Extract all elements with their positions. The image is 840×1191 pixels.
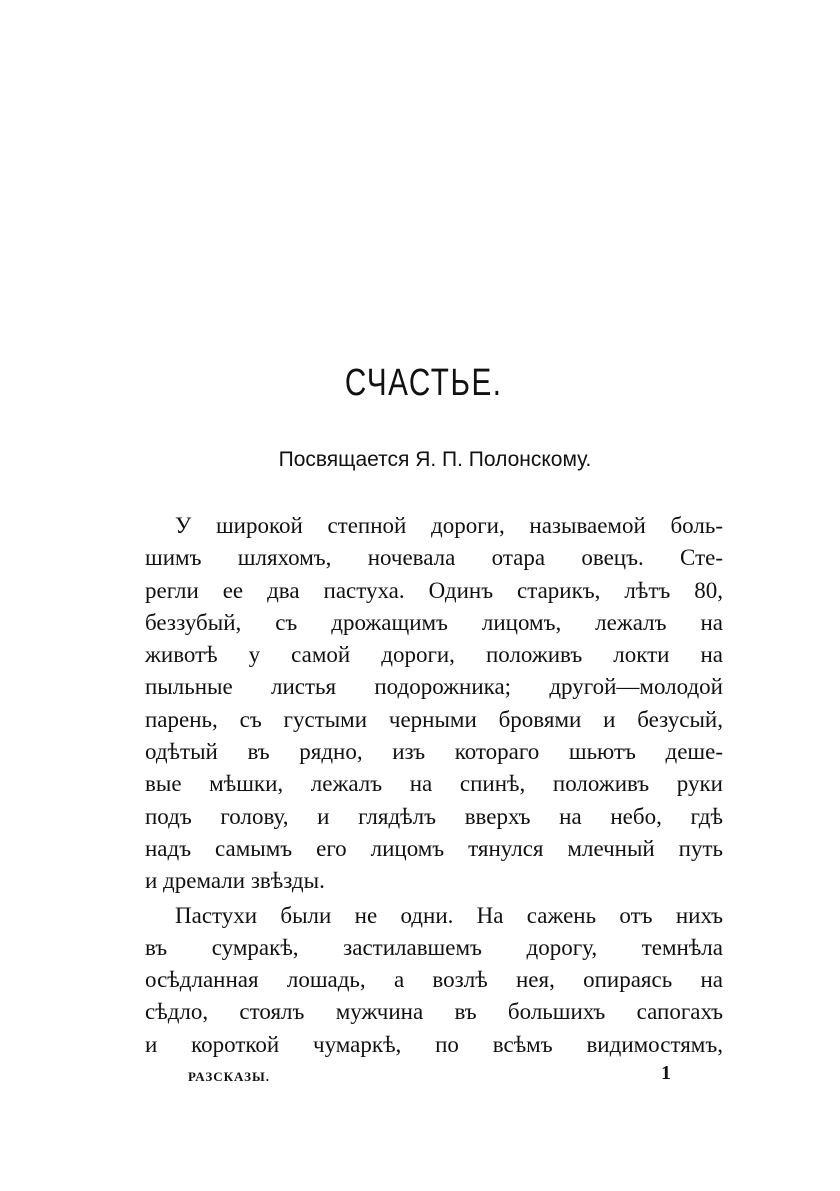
signature-mark: РАЗСКАЗЫ.: [188, 1069, 270, 1084]
text-line: животѣ у самой дороги, положивъ локти на: [145, 642, 723, 668]
text-line: шимъ шляхомъ, ночевала отара овецъ. Сте-: [145, 545, 723, 571]
body-text: [145, 510, 723, 1061]
chapter-title: СЧАСТЬЕ.: [344, 362, 503, 404]
text-line: и дремали звѣзды.: [145, 868, 325, 894]
text-line: подъ голову, и глядѣлъ вверхъ на небо, гдѣ: [145, 803, 723, 829]
text-line: и короткой чумаркѣ, по всѣмъ видимостямъ,: [145, 1031, 723, 1057]
text-line: одѣтый въ рядно, изъ котораго шьютъ деше-: [145, 739, 723, 765]
dedication: Посвящается Я. П. Полонскому.: [278, 448, 592, 471]
page-number: 1: [661, 1062, 671, 1084]
text-line: беззубый, съ дрожащимъ лицомъ, лежалъ на: [145, 609, 723, 635]
text-line: пыльные листья подорожника; другой—молодой: [145, 674, 723, 700]
text-line: У широкой степной дороги, называемой боль-: [175, 513, 723, 538]
text-line: надъ самымъ его лицомъ тянулся млечный путь: [145, 835, 723, 861]
text-line: парень, съ густыми черными бровями и безусый,: [145, 706, 723, 732]
text-line: вые мѣшки, лежалъ на спинѣ, положивъ руки: [145, 771, 723, 797]
text-line: осѣдланная лошадь, а возлѣ нея, опираясь на: [145, 967, 723, 993]
paragraph-2: [145, 900, 723, 1061]
text-line: въ сумракѣ, застилавшемъ дорогу, темнѣла: [145, 934, 723, 960]
text-line: Пастухи были не одни. На сажень отъ нихъ: [175, 902, 723, 928]
paragraph-1: [145, 510, 723, 898]
text-line: сѣдло, стоялъ мужчина въ большихъ сапогахъ: [145, 999, 723, 1025]
text-line: регли ее два пастуха. Одинъ старикъ, лѣтъ 80,: [145, 577, 723, 603]
